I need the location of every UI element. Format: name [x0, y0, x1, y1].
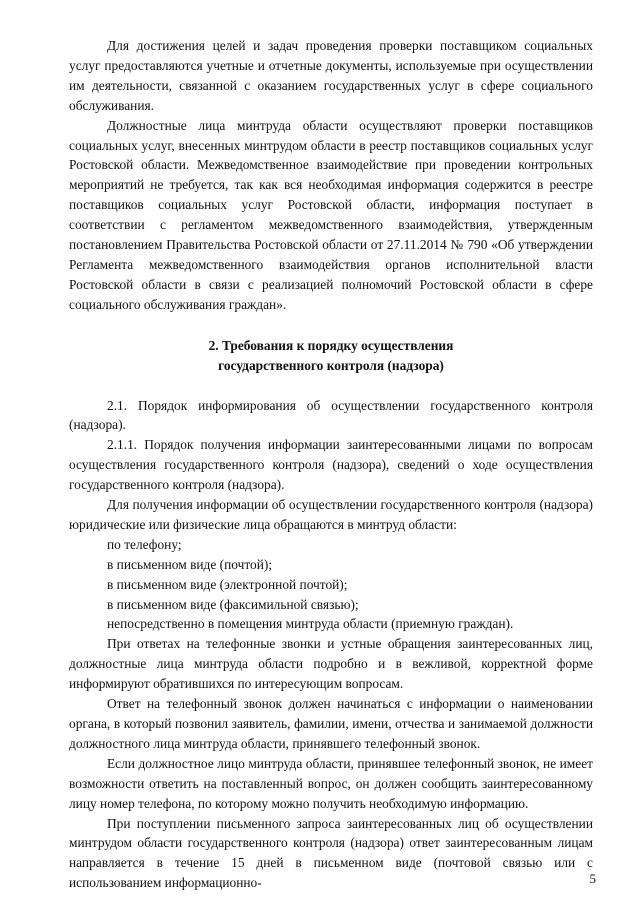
document-body: [69, 36, 593, 893]
section-heading-line-1: 2. Требования к порядку осуществления: [208, 337, 454, 353]
paragraph-2-1-1: 2.1.1. Порядок получения информации заинтересованными лицами по вопросам осуществления государственного контроля (надзора), сведений о ходе осуществления государственного контроля (надзора).: [69, 437, 593, 493]
paragraph-inspection-officials: Должностные лица минтруда области осуществляют проверки поставщиков социальных услуг, внесенных минтрудом области в реестр поставщиков социальных услуг Ростовской области. Межведомственное взаимодействие при проведении контрольных мероприятий не требуется, так как вся необходимая информация содержится в реестре поставщиков социальных услуг Ростовской области, информация поступает в соответствии с регламентом межведомственного взаимодействия, утвержденным постановлением Правительства Ростовской области от 27.11.2014 № 790 «Об утверждении Регламента межведомственного взаимодействия органов исполнительной власти Ростовской области в связи с реализацией полномочий Ростовской области в сфере социального обслуживания граждан».: [69, 117, 593, 312]
list-item: в письменном виде (электронной почтой);: [107, 576, 348, 592]
paragraph-phone-answer-format: Ответ на телефонный звонок должен начинаться с информации о наименовании органа, в который позвонил заявитель, фамилии, имени, отчества и занимаемой должности должностного лица минтруда области, принявшего телефонный звонок.: [69, 696, 593, 751]
paragraph-obtaining-information: Для получения информации об осуществлении государственного контроля (надзора) юридические или физические лица обращаются в минтруд области:: [69, 497, 593, 532]
list-item: непосредственно в помещения минтруда области (приемную граждан).: [107, 616, 514, 632]
section-heading-line-2: государственного контроля (надзора): [218, 357, 444, 373]
page-number: 5: [589, 871, 596, 886]
list-item: в письменном виде (факсимильной связью);: [107, 596, 359, 612]
paragraph-2-1: 2.1. Порядок информирования об осуществлении государственного контроля (надзора).: [69, 397, 593, 433]
section-heading: [69, 336, 593, 376]
list-item: в письменном виде (почтой);: [107, 556, 273, 572]
paragraph-reporting-documents: Для достижения целей и задач проведения проверки поставщиком социальных услуг предоставляются учетные и отчетные документы, используемые при осуществлении им деятельности, связанной с оказанием государственных услуг в сфере социального обслуживания.: [69, 38, 593, 113]
list-item: по телефону;: [107, 536, 182, 552]
paragraph-answering-calls: При ответах на телефонные звонки и устные обращения заинтересованных лиц, должностные лица минтруда области подробно и в вежливой, корректной форме информируют обратившихся по интересующим вопросам.: [69, 636, 593, 692]
paragraph-unable-to-answer: Если должностное лицо минтруда области, принявшее телефонный звонок, не имеет возможности ответить на поставленный вопрос, он должен сообщить заинтересованному лицу номер телефона, по которому можно получить необходимую информацию.: [69, 755, 593, 811]
contact-channels-list: [69, 535, 593, 635]
paragraph-written-requests: При поступлении письменного запроса заинтересованных лиц об осуществлении минтрудом области государственного контроля (надзора) ответ заинтересованным лицам направляется в течение 15 дней в письменном виде (почтовой связью или с использованием информационно-: [69, 815, 593, 891]
